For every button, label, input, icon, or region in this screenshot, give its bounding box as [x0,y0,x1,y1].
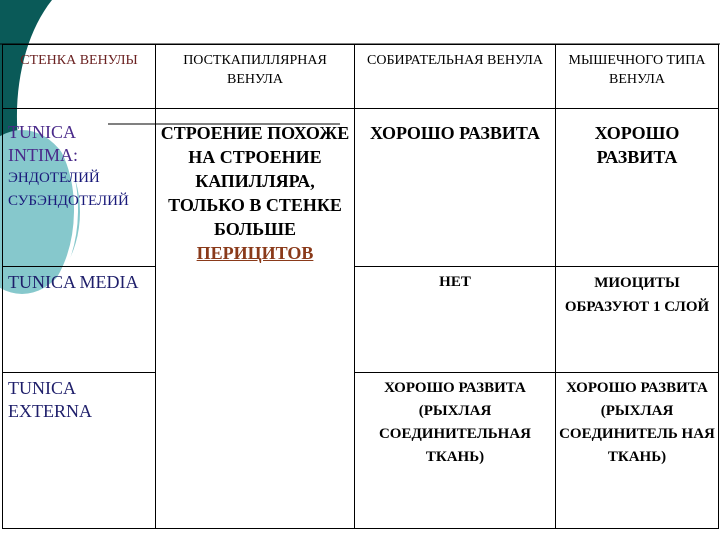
row-media [3,267,719,373]
row-intima [3,109,719,267]
pericytes-highlight: ПЕРИЦИТОВ [196,243,314,263]
media-collecting: НЕТ [355,267,556,373]
label-tunica-externa: TUNICA EXTERNA [3,373,156,529]
media-muscular: МИОЦИТЫ ОБРАЗУЮТ 1 СЛОЙ [556,267,719,373]
intima-endothelium: ЭНДОТЕЛИЙ [8,170,100,186]
header-postcapillary: ПОСТКАПИЛЛЯРНАЯ ВЕНУЛА [156,45,355,109]
label-tunica-media: TUNICA MEDIA [3,267,156,373]
header-collecting: СОБИРАТЕЛЬНАЯ ВЕНУЛА [355,45,556,109]
intima-subendothelium: СУБЭНДОТЕЛИЙ [8,193,129,209]
postcapillary-text: СТРОЕНИЕ ПОХОЖЕ НА СТРОЕНИЕ КАПИЛЛЯРА, ТОЛЬКО В СТЕНКЕ БОЛЬШЕ [160,123,350,239]
header-muscular: МЫШЕЧНОГО ТИПА ВЕНУЛА [556,45,719,109]
intima-line2: INTIMA: [8,145,78,165]
intima-muscular: ХОРОШО РАЗВИТА [556,109,719,267]
externa-muscular: ХОРОШО РАЗВИТА (РЫХЛАЯ СОЕДИНИТЕЛЬ НАЯ ТКАНЬ) [556,373,719,529]
header-row [3,45,719,109]
intima-collecting: ХОРОШО РАЗВИТА [355,109,556,267]
header-wall: СТЕНКА ВЕНУЛЫ [3,45,156,109]
label-tunica-intima [3,109,156,267]
postcapillary-description [156,109,355,529]
intima-line1: TUNICA [8,122,76,142]
venule-comparison-table [2,44,719,529]
row-externa [3,373,719,529]
externa-collecting: ХОРОШО РАЗВИТА (РЫХЛАЯ СОЕДИНИТЕЛЬНАЯ ТКАНЬ) [355,373,556,529]
